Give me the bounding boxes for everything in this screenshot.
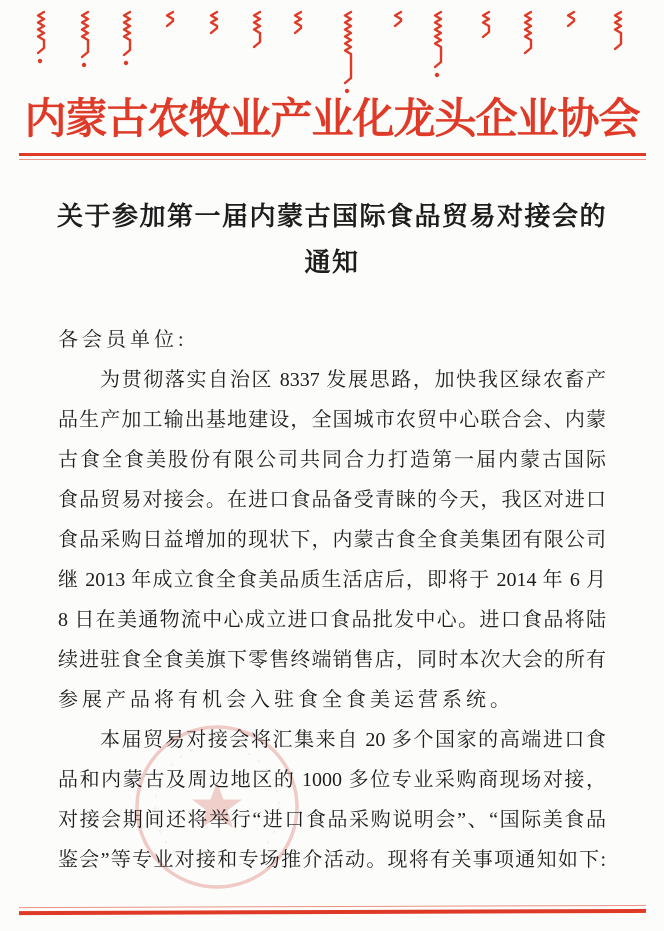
mongolian-script-column <box>608 10 634 67</box>
body-text <box>58 320 606 880</box>
body-line: 食品采购日益增加的现状下，内蒙古食全食美集团有限公司 <box>58 529 606 551</box>
notice-title <box>0 194 664 286</box>
notice-title-line2: 通知 <box>304 248 360 277</box>
mongolian-script-column <box>117 10 143 73</box>
body-line: 为贯彻落实自治区 8337 发展思路，加快我区绿农畜产 <box>100 369 606 391</box>
body-line: 本届贸易对接会将汇集来自 20 多个国家的高端进口食 <box>100 729 606 751</box>
mongolian-script-column <box>518 10 544 71</box>
mongolian-script-column <box>204 10 230 49</box>
mongolian-script-column <box>428 10 454 85</box>
body-line: 古食全食美股份有限公司共同合力打造第一届内蒙古国际 <box>58 449 606 471</box>
body-line: 参展产品将有机会入驻食全食美运营系统。 <box>58 689 514 711</box>
body-line: 对接会期间还将举行“进口食品采购说明会”、“国际美食品 <box>58 809 606 831</box>
mongolian-script-column <box>75 10 101 75</box>
mongolian-script-column <box>338 10 364 101</box>
mongolian-script-column <box>247 10 273 65</box>
mongolian-script-row <box>0 0 664 92</box>
notice-title-line1: 关于参加第一届内蒙古国际食品贸易对接会的 <box>56 202 607 231</box>
body-line: 鉴会”等专业对接和专场推介活动。现将有关事项通知如下: <box>58 849 606 871</box>
body-line: 续进驻食全食美旗下零售终端销售店，同时本次大会的所有 <box>58 649 606 671</box>
masthead-divider-thin <box>19 159 646 160</box>
body-line: 品生产加工输出基地建设，全国城市农贸中心联合会、内蒙 <box>58 409 606 431</box>
footer-divider-thin <box>19 905 646 908</box>
org-title: 内蒙古农牧业产业化龙头企业协会 <box>24 97 640 143</box>
body-line: 8 日在美通物流中心成立进口食品批发中心。进口食品将陆 <box>58 609 606 631</box>
mongolian-script-column <box>388 10 414 41</box>
masthead-divider-thick <box>19 153 646 156</box>
body-line: 食品贸易对接会。在进口食品备受青睐的今天，我区对进口 <box>58 489 606 511</box>
mongolian-script-column <box>31 10 57 71</box>
body-line: 品和内蒙古及周边地区的 1000 多位专业采购商现场对接， <box>58 769 606 791</box>
mongolian-script-column <box>160 10 186 41</box>
mongolian-script-column <box>476 10 502 55</box>
mongolian-script-column <box>561 10 587 39</box>
footer-divider-thick <box>19 909 646 915</box>
salutation-line: 各会员单位: <box>58 329 188 351</box>
mongolian-script-column <box>288 10 314 47</box>
body-line: 继 2013 年成立食全食美品质生活店后，即将于 2014 年 6 月 <box>58 569 606 591</box>
